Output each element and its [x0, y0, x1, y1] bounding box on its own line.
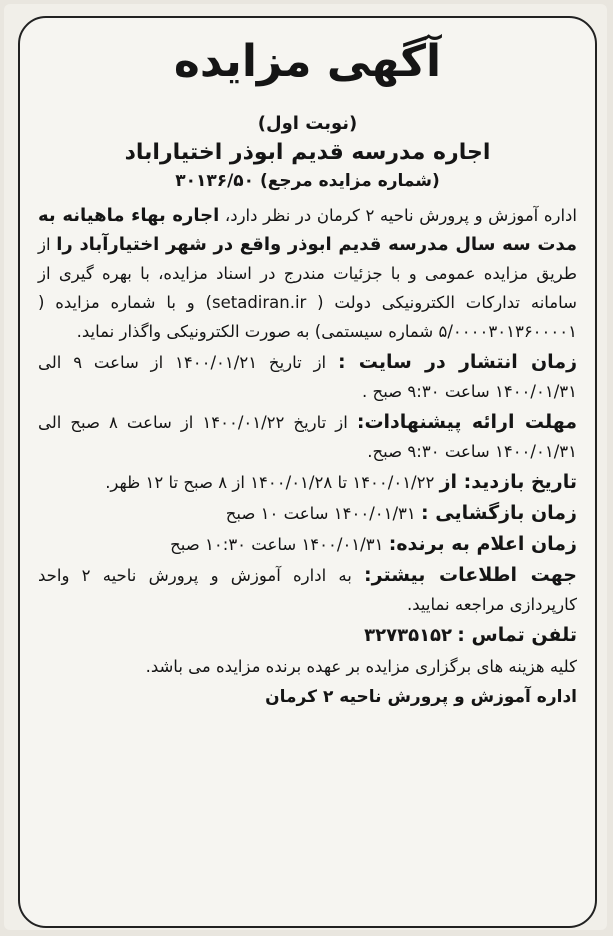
section-label: تلفن تماس :: [457, 624, 577, 646]
section-text: ۱۴۰۰/۰۱/۳۱ ساعت ۱۰ صبح: [225, 504, 416, 523]
section-text: از تاریخ ۱۴۰۰/۰۱/۲۲ از ساعت ۸ صبح الی ۱۴۰۰/۰۱/۳۱ ساعت ۹:۳۰ صبح.: [38, 413, 577, 461]
notice-subject: اجاره مدرسه قدیم ابوذر اختیاراباد: [124, 140, 491, 165]
notice-round: (نوبت اول): [257, 113, 358, 134]
intro-part1: اداره آموزش و پرورش ناحیه ۲ کرمان در نظر دارد،: [224, 206, 577, 225]
closing-note: کلیه هزینه های برگزاری مزایده بر عهده برنده مزایده می باشد.: [145, 657, 577, 676]
section-label: جهت اطلاعات بیشتر:: [364, 564, 577, 586]
section-text: از تاریخ ۱۴۰۰/۰۱/۲۱ از ساعت ۹ الی ۱۴۰۰/۰۱/۳۱ ساعت ۹:۳۰ صبح .: [38, 353, 577, 401]
section-label: مهلت ارائه پیشنهادات:: [356, 411, 578, 433]
section-winner-announcement: [38, 530, 577, 559]
notice-frame: [18, 16, 597, 928]
section-opening-time: [38, 499, 577, 528]
signature: اداره آموزش و پرورش ناحیه ۲ کرمان: [265, 687, 577, 707]
section-label: زمان اعلام به برنده:: [388, 533, 577, 555]
notice-content: [38, 32, 577, 712]
newspaper-clipping: [4, 4, 607, 930]
notice-title: آگهی مزایده: [173, 36, 442, 87]
section-visit-date: [38, 468, 577, 497]
intro-part2: از طریق مزایده عمومی و با جزئیات مندرج در اسناد مزایده، با بهره گیری از سامانه تدارکات الکترونیکی دولت ( setadiran.ir) و با شماره مزایده ( ۵/۰۰۰۰۳۰۱۳۶۰۰۰۰۱ شماره سیستمی) به صورت الکترونیکی واگذار نماید.: [38, 235, 577, 341]
intro-bold: اجاره بهاء ماهیانه به مدت سه سال مدرسه قدیم ابوذر واقع در شهر اختیارآباد را: [38, 205, 578, 255]
intro-paragraph: [38, 201, 577, 346]
section-text: به اداره آموزش و پرورش ناحیه ۲ واحد کارپردازی مراجعه نمایید.: [38, 566, 577, 614]
section-publish-time: [38, 348, 577, 406]
section-label: زمان انتشار در سایت :: [337, 351, 578, 373]
section-label: زمان بازگشایی :: [421, 502, 577, 524]
section-text: ۱۴۰۰/۰۱/۳۱ ساعت ۱۰:۳۰ صبح: [170, 535, 384, 554]
phone-number: ۳۲۷۳۵۱۵۲: [364, 625, 453, 646]
reference-number: (شماره مزایده مرجع) ۳۰۱۳۶/۵۰: [175, 171, 440, 191]
section-label: تاریخ بازدید: از: [439, 471, 577, 493]
section-more-info: [38, 561, 577, 619]
section-phone: [38, 621, 577, 650]
section-text: ۱۴۰۰/۰۱/۲۲ تا ۱۴۰۰/۰۱/۲۸ از ۸ صبح تا ۱۲ ظهر.: [105, 473, 435, 492]
section-bid-deadline: [38, 408, 577, 466]
